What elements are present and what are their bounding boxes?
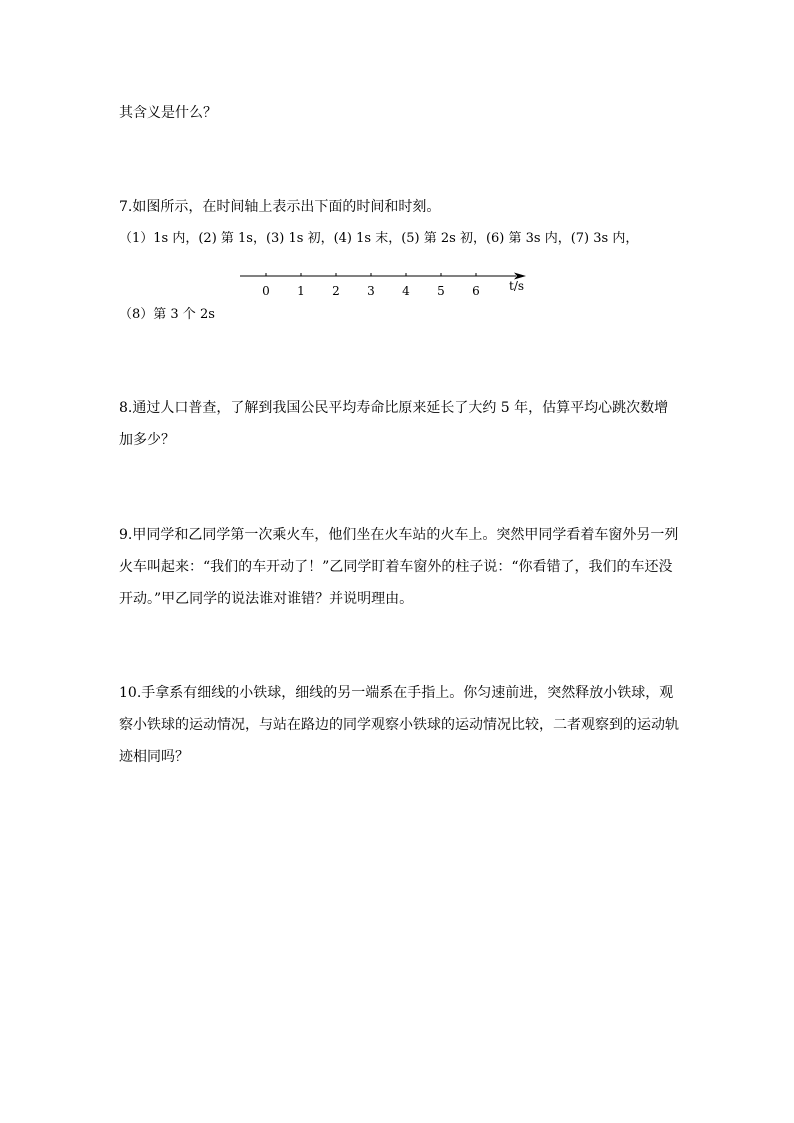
q9-line2: 火车叫起来：“我们的车开动了！”乙同学盯着车窗外的柱子说：“你看错了，我们的车还没 bbox=[119, 559, 673, 575]
q7-items: （1）1s 内，(2) 第 1s，(3) 1s 初，(4) 1s 末，(5) 第 2s 初，(6) 第 3s 内，(7) 3s 内， bbox=[119, 231, 639, 246]
q10-line2: 察小铁球的运动情况，与站在路边的同学观察小铁球的运动情况比较，二者观察到的运动轨 bbox=[119, 717, 679, 733]
axis-tick-label: 5 bbox=[437, 284, 445, 298]
time-axis-figure bbox=[230, 266, 540, 300]
axis-tick-label: 0 bbox=[262, 284, 270, 298]
tick-group bbox=[262, 273, 480, 298]
axis-tick-label: 6 bbox=[472, 284, 480, 298]
q8-line2: 加多少？ bbox=[119, 432, 175, 448]
q10-line1: 10.手拿系有细线的小铁球，细线的另一端系在手指上。你匀速前进，突然释放小铁球，观 bbox=[119, 685, 674, 701]
q7-item8: （8）第 3 个 2s bbox=[119, 307, 215, 322]
q8-line1: 8.通过人口普查，了解到我国公民平均寿命比原来延长了大约 5 年，估算平均心跳次数增 bbox=[119, 400, 669, 416]
q9-line3: 开动。”甲乙同学的说法谁对谁错？并说明理由。 bbox=[119, 591, 414, 607]
axis-tick-label: 4 bbox=[402, 284, 410, 298]
axis-tick-label: 1 bbox=[297, 284, 305, 298]
axis-tick-label: 2 bbox=[332, 284, 340, 298]
q6-continuation: 其含义是什么？ bbox=[119, 105, 217, 121]
axis-tick-label: 3 bbox=[367, 284, 375, 298]
q7-title: 7.如图所示，在时间轴上表示出下面的时间和时刻。 bbox=[119, 199, 441, 215]
q9-line1: 9.甲同学和乙同学第一次乘火车，他们坐在火车站的火车上。突然甲同学看着车窗外另一列 bbox=[119, 527, 679, 543]
axis-label: t/s bbox=[509, 279, 525, 293]
q10-line3: 迹相同吗？ bbox=[119, 749, 189, 765]
